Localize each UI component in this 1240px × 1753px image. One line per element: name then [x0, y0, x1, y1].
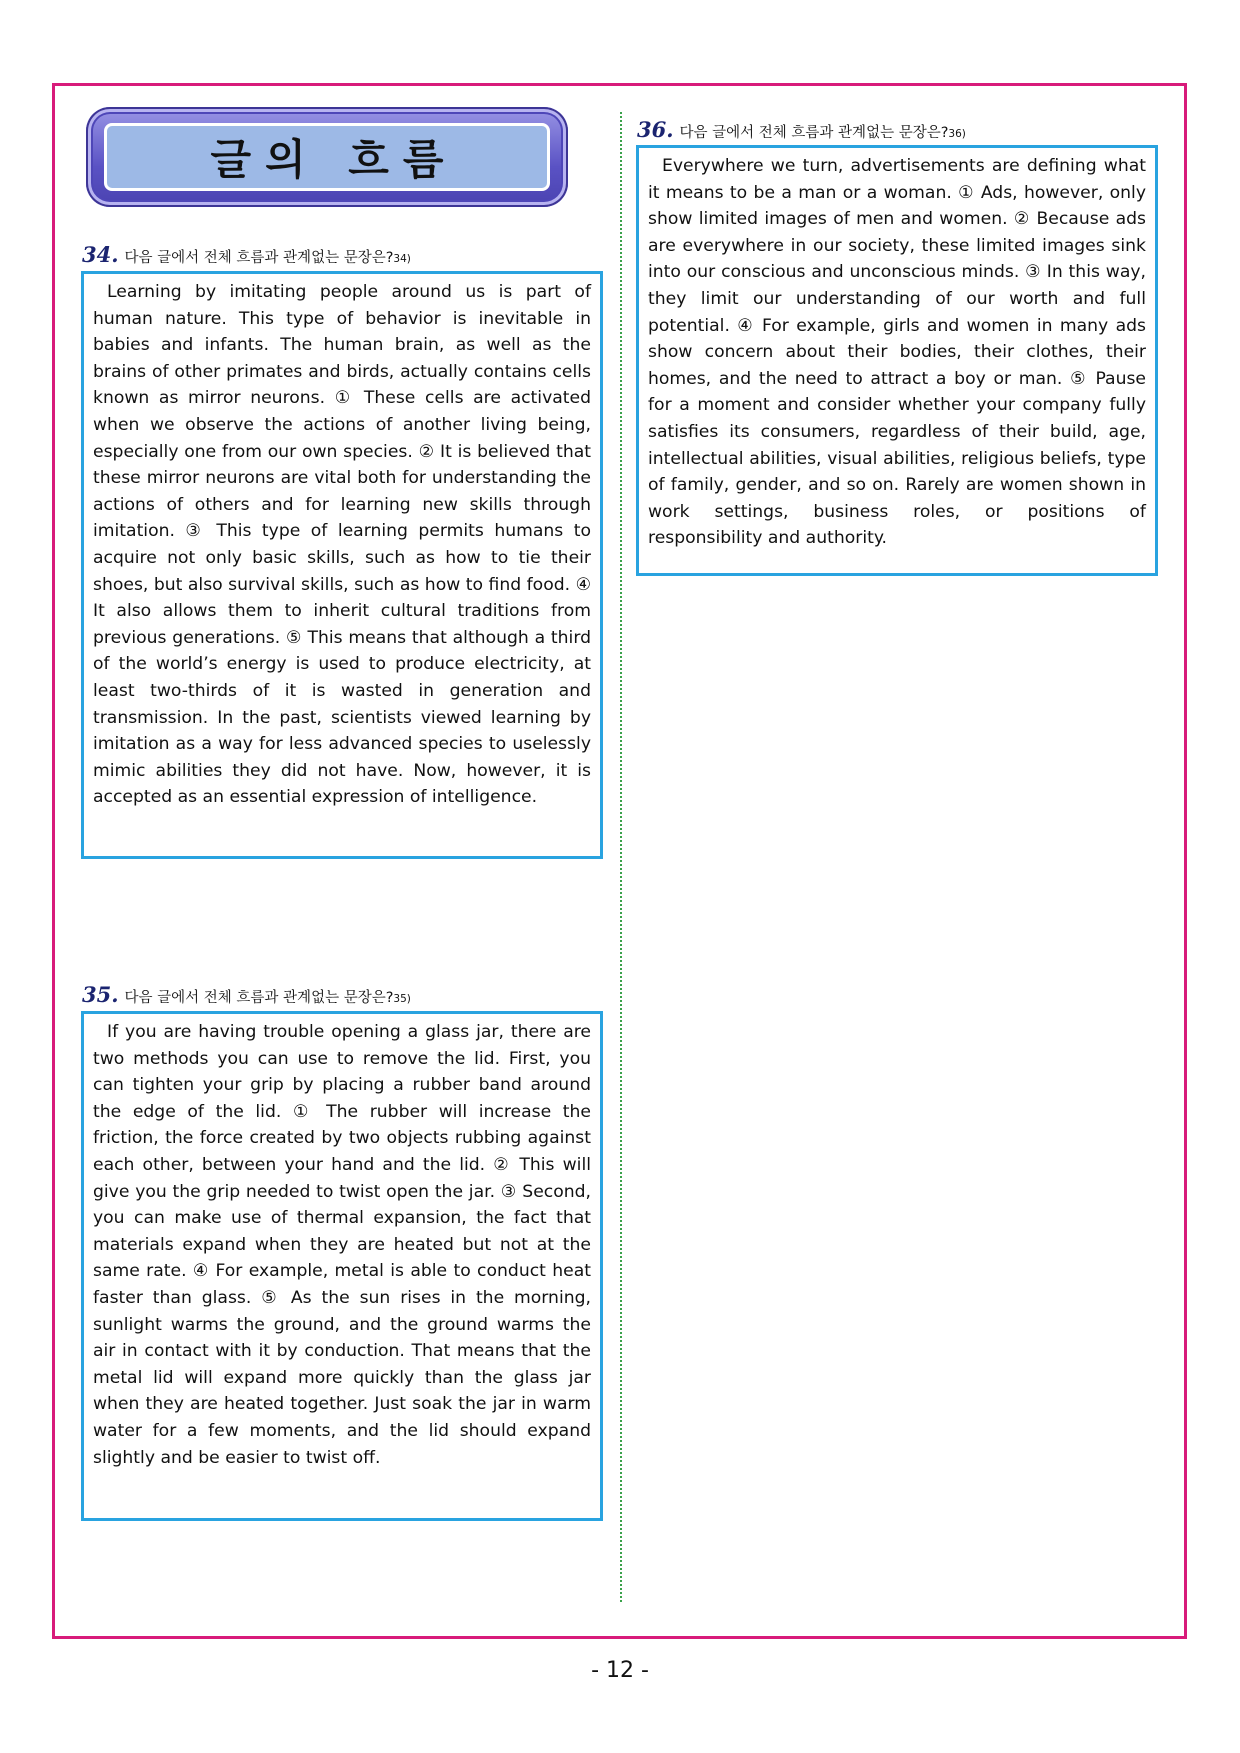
section-title-badge [86, 107, 568, 207]
question-prompt: 다음 글에서 전체 흐름과 관계없는 문장은? [124, 990, 394, 1006]
question-footnote-ref: 35) [393, 993, 411, 1005]
question-number: 34. [82, 242, 119, 267]
question-36-header [637, 117, 966, 142]
question-34-header [82, 242, 411, 267]
question-prompt: 다음 글에서 전체 흐름과 관계없는 문장은? [679, 125, 949, 141]
section-title-panel [104, 123, 550, 191]
question-footnote-ref: 36) [948, 128, 966, 140]
question-number: 35. [82, 982, 119, 1007]
column-divider [620, 112, 622, 1602]
question-35-header [82, 982, 411, 1007]
page-number: - 12 - [591, 1658, 649, 1683]
question-footnote-ref: 34) [393, 253, 411, 265]
question-prompt: 다음 글에서 전체 흐름과 관계없는 문장은? [124, 250, 394, 266]
question-34-passage: Learning by imitating people around us is part of human nature. This type of behavior is inevitable in babies and infants. The human brain, as well as the brains of other primates and birds, actually contains cells known as mirror neurons. ① These cells are activated when we observe the actions of another living being, especially one from our own species. ② It is believed that these mirror neurons are vital both for understanding the actions of others and for learning new skills through imitation. ③ This type of learning permits humans to acquire not only basic skills, such as how to tie their shoes, but also survival skills, such as how to find food. ④ It also allows them to inherit cultural traditions from previous generations. ⑤ This means that although a third of the world’s energy is used to produce electricity, at least two-thirds of it is wasted in generation and transmission. In the past, scientists viewed learning by imitation as a way for less advanced species to uselessly mimic abilities they did not have. Now, however, it is accepted as an essential expression of intelligence. [81, 271, 603, 859]
section-title: 글의 흐름 [210, 135, 458, 184]
question-number: 36. [637, 117, 674, 142]
question-36-passage: Everywhere we turn, advertisements are defining what it means to be a man or a woman. ① Ads, however, only show limited images of men and women. ② Because ads are everywhere in our society, these limited images sink into our conscious and unconscious minds. ③ In this way, they limit our understanding of our worth and full potential. ④ For example, girls and women in many ads show concern about their bodies, their clothes, their homes, and the need to attract a boy or man. ⑤ Pause for a moment and consider whether your company fully satisfies its consumers, regardless of their build, age, intellectual abilities, visual abilities, religious beliefs, type of family, gender, and so on. Rarely are women shown in work settings, business roles, or positions of responsibility and authority. [636, 145, 1158, 576]
question-35-passage: If you are having trouble opening a glass jar, there are two methods you can use to remove the lid. First, you can tighten your grip by placing a rubber band around the edge of the lid. ① The rubber will increase the friction, the force created by two objects rubbing against each other, between your hand and the lid. ② This will give you the grip needed to twist open the jar. ③ Second, you can make use of thermal expansion, the fact that materials expand when they are heated but not at the same rate. ④ For example, metal is able to conduct heat faster than glass. ⑤ As the sun rises in the morning, sunlight warms the ground, and the ground warms the air in contact with it by conduction. That means that the metal lid will expand more quickly than the glass jar when they are heated together. Just soak the jar in warm water for a few moments, and the lid should expand slightly and be easier to twist off. [81, 1011, 603, 1521]
